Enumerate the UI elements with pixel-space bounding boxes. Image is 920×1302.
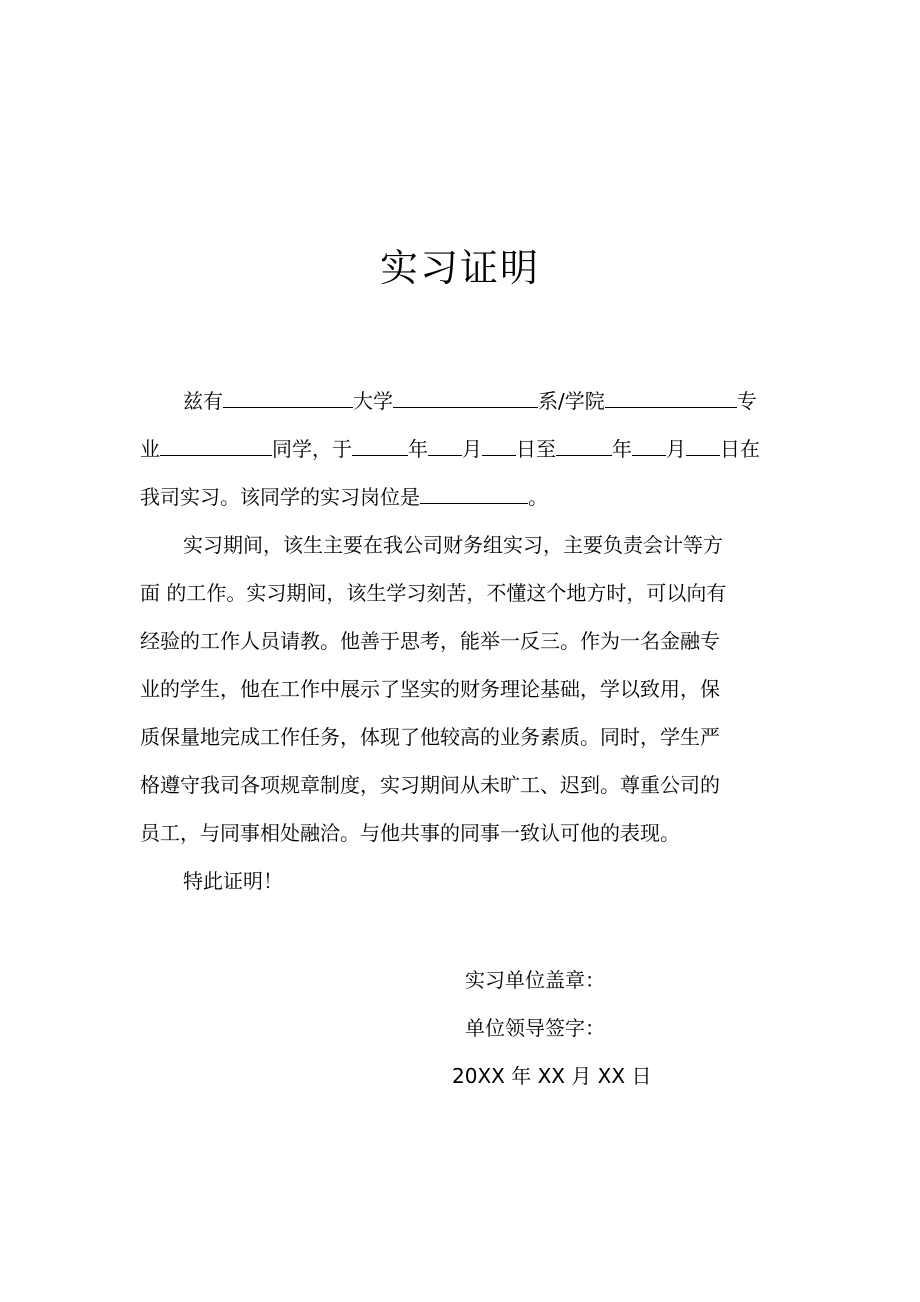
closing-text: 特此证明！ [183,869,283,893]
blank-start-month[interactable] [428,435,462,456]
intro-line-3 [140,482,780,512]
body-line: 员工，与同事相处融洽。与他共事的同事一致认可他的表现。 [140,821,680,845]
body-line: 业的学生，他在工作中展示了坚实的财务理论基础，学以致用，保 [140,677,720,701]
intro-text: 兹有 [183,389,223,413]
body-line: 面 的工作。实习期间，该生学习刻苦，不懂这个地方时，可以向有 [140,581,727,605]
intro-text: 月 [462,437,482,461]
intro-line-1 [140,386,780,416]
intro-text: 。 [528,485,548,509]
intro-text: 业 [140,437,160,461]
blank-end-year[interactable] [556,435,612,456]
intro-text: 日在 [720,437,760,461]
blank-student-name[interactable] [160,435,272,456]
stamp-label: 实习单位盖章： [465,968,605,992]
intro-text: 系/学院 [538,389,605,413]
blank-end-day[interactable] [686,435,720,456]
blank-end-month[interactable] [632,435,666,456]
blank-major[interactable] [605,387,737,408]
blank-start-year[interactable] [352,435,408,456]
intro-text: 日至 [516,437,556,461]
intro-text: 同学，于 [272,437,352,461]
blank-university[interactable] [223,387,353,408]
intro-text: 大学 [353,389,393,413]
body-line: 经验的工作人员请教。他善于思考，能举一反三。作为一名金融专 [140,629,720,653]
intro-text: 年 [612,437,632,461]
body-line: 质保量地完成工作任务，体现了他较高的业务素质。同时，学生严 [140,725,720,749]
blank-position[interactable] [420,483,528,504]
intro-line-2 [140,434,780,464]
intro-text: 我司实习。该同学的实习岗位是 [140,485,420,509]
intro-text: 月 [666,437,686,461]
intro-text: 年 [408,437,428,461]
blank-start-day[interactable] [482,435,516,456]
body-line: 实习期间，该生主要在我公司财务组实习，主要负责会计等方 [183,533,723,557]
blank-department[interactable] [393,387,538,408]
intro-text: 专 [736,389,757,413]
date-line: 20XX 年 XX 月 XX 日 [452,1064,652,1088]
leader-signature-label: 单位领导签字： [465,1016,605,1040]
document-title: 实习证明 [379,246,540,290]
body-line: 格遵守我司各项规章制度，实习期间从未旷工、迟到。尊重公司的 [140,773,720,797]
